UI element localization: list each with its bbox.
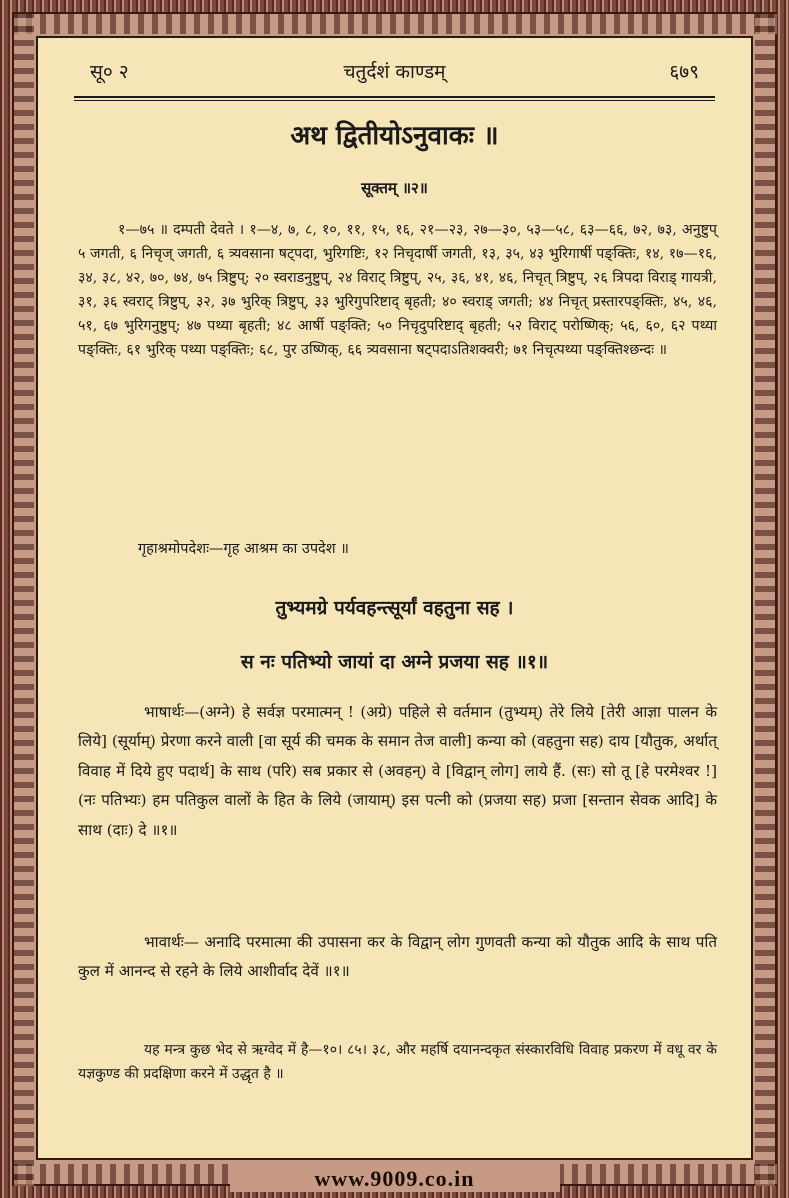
bhashartha-text: भाषार्थः—(अग्ने) हे सर्वज्ञ परमात्मन् ! (अग्रे) पहिले से वर्तमान (तुभ्यम्) तेरे लिये [तेरी आज्ञा पालन के लिये] (सूर्याम्) प्रेरणा करने वाली [वा सूर्य की चमक के समान तेज वाली] कन्या को (वहतुना सह) दाय [यौतुक, अर्थात् विवाह में दिये हुए पदार्थ] के साथ (परि) सब प्रकार से (अवहन्) वे [विद्वान् लोग] लाये हैं. (सः) सो तू [हे परमेश्वर !] (नः पतिभ्यः) हम पतिकुल वालों के हित के लिये (जायाम्) इस पत्नी को (प्रजया सह) प्रजा [सन्तान सेवक आदि] के साथ (दाः) दे ॥१॥ <box>78 703 717 839</box>
sukta-heading: सूक्तम् ॥२॥ <box>361 179 428 197</box>
note-text: यह मन्त्र कुछ भेद से ऋग्वेद में है—१०। ८५। ३८, और महर्षि दयानन्दकृत संस्कारविधि विवाह प्रकरण में वधू वर के यज्ञकुण्ड की प्रदक्षिणा करने में उद्धृत है ॥ <box>78 1042 717 1082</box>
page-header <box>78 58 711 92</box>
mantra-line-1: तुभ्यमग्रे पर्यवहन्त्सूर्यां वहतुना सह । <box>275 597 514 619</box>
page-number: ६७९ <box>669 61 699 83</box>
bhavartha-text: भावार्थः— अनादि परमात्मा की उपासना कर के विद्वान् लोग गुणवती कन्या को यौतुक आदि के साथ पति कुल में आनन्द से रहने के लिये आशीर्वाद देवें ॥१॥ <box>78 933 717 981</box>
bhavartha-section <box>78 928 717 987</box>
bhashartha-section <box>78 698 717 845</box>
frame-ornament-left <box>14 12 34 1186</box>
header-rule <box>74 96 715 98</box>
mantra-line-2: स नः पतिभ्यो जायां दा अग्ने प्रजया सह ॥१॥ <box>240 651 549 673</box>
meter-deity-info <box>78 218 717 363</box>
note-section <box>78 1038 717 1086</box>
frame-ornament-top <box>12 14 777 34</box>
header-rule-thin <box>74 100 715 101</box>
meter-text: १—७५ ॥ दम्पती देवते । १—४, ७, ८, १०, ११, १५, १६, २१—२३, २७—३०, ५३—५८, ६३—६६, ७२, ७३, अनुष्टुप् ५ जगती, ६ निचृज् जगती, ६ त्र्यवसाना षट्पदा, भुरिगष्टिः, १२ निचृदार्षी जगती, १३, ३५, ४३ भुरिगार्षी पङ्क्तिः, १४, १७—१६, ३४, ३८, ४२, ७०, ७४, ७५ त्रिष्टुप्; २० स्वराडनुष्टुप्, २४ विराट् त्रिष्टुप्, २५, ३६, ४१, ४६, निचृत् त्रिष्टुप्, २६ त्रिपदा विराड् गायत्री, ३१, ३६ स्वराट् त्रिष्टुप्, ३२, ३७ भुरिक् त्रिष्टुप्, ३३ भुरिगुपरिष्टाद् बृहती; ४० स्वराड् जगती; ४४ निचृत् प्रस्तारपङ्क्तिः, ४५, ४६, ५१, ६७ भुरिगनुष्टुप्; ४७ पथ्या बृहती; ४८ आर्षी पङ्क्ति; ५० निचृदुपरिष्टाद् बृहती; ५२ विराट् परोष्णिक्; ५६, ६०, ६२ पथ्या पङ्क्तिः, ६१ भुरिक् पथ्या पङ्क्तिः; ६८, पुर उष्णिक्, ६६ त्र्यवसाना षट्पदाऽतिशक्वरी; ७१ निचृत्पथ्या पङ्क्तिश्छन्दः ॥ <box>78 222 717 359</box>
sukta-number: सू० २ <box>90 61 129 83</box>
frame-ornament-right <box>755 12 775 1186</box>
kanda-title: चतुर्दशं काण्डम् <box>343 61 446 83</box>
topic-line: गृहाश्रमोपदेशः—गृह आश्रम का उपदेश ॥ <box>138 541 349 557</box>
website-footer: www.9009.co.in <box>314 1166 475 1191</box>
book-page <box>36 36 753 1160</box>
anuvaka-title: अथ द्वितीयोऽनुवाकः ॥ <box>290 121 499 151</box>
